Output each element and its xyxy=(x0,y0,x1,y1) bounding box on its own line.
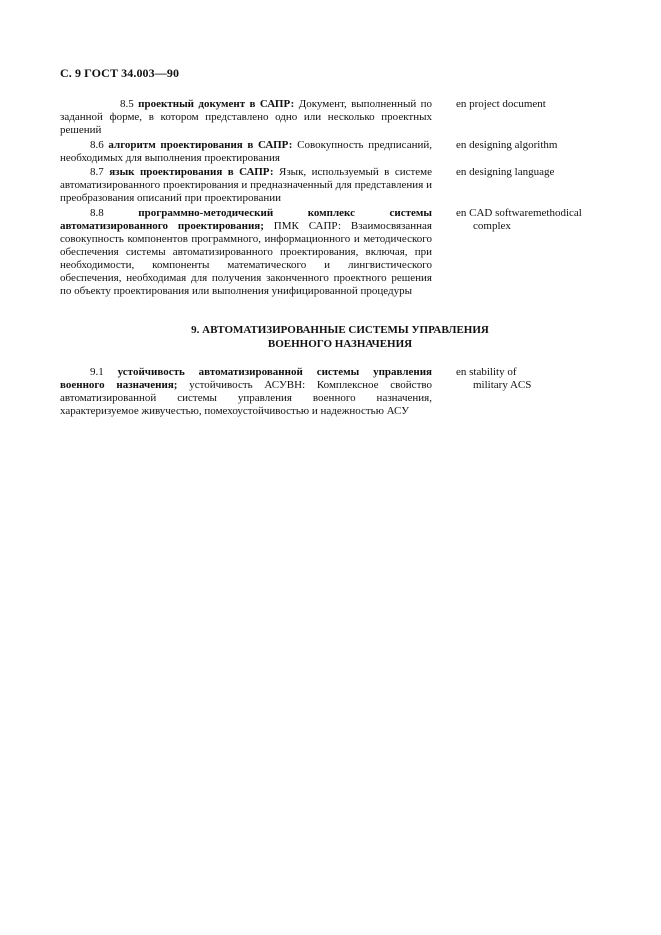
entry-term: язык проектирования в САПР: xyxy=(109,166,274,178)
en-equivalent-8-7 xyxy=(456,166,616,179)
entry-number: 8.6 xyxy=(90,139,104,151)
entry-number: 9.1 xyxy=(90,366,104,378)
entry-term: алгоритм проектирования в САПР: xyxy=(108,139,293,151)
en-prefix: en xyxy=(456,207,467,219)
en-term: project document xyxy=(469,98,546,110)
entry-definition: устойчивость АСУВН: Комплексное свойство автоматизированной системы управления военного назначения, характеризуемое живучестью, помехоустойчивостью и надежностью АСУ xyxy=(60,379,432,417)
en-equivalent-8-5 xyxy=(456,98,616,111)
term-entry-9-1 xyxy=(60,366,432,418)
section-title xyxy=(60,323,620,351)
page-header: С. 9 ГОСТ 34.003—90 xyxy=(60,66,180,80)
en-term: designing language xyxy=(469,166,555,178)
section-title-line-1: 9. АВТОМАТИЗИРОВАННЫЕ СИСТЕМЫ УПРАВЛЕНИЯ xyxy=(191,324,489,336)
entry-term: проектный документ в САПР: xyxy=(138,98,295,110)
entry-definition: Язык, используемый в системе автоматизированного проектирования и предназначенный для представления и преобразования описаний при проектировании xyxy=(60,166,433,204)
entry-definition: ПМК САПР: Взаимосвязанная совокупность компонентов программного, информационного и методического обеспечения системы автоматизированного проектирования, включая, при необходимости, компоненты математического и лингвистического обеспечения, необходимая для получения законченного проектного решения по объекту проектирования или выполнения унифицированной процедуры xyxy=(60,220,432,297)
entry-number: 8.5 xyxy=(120,98,134,110)
term-entry-8-8 xyxy=(60,207,432,298)
entry-definition: Документ, выполненный по заданной форме, в котором представлено одно или несколько проектных решений xyxy=(60,98,433,136)
entry-number: 8.8 xyxy=(90,207,104,219)
term-entry-8-7 xyxy=(60,166,432,205)
en-term-continuation: military ACS xyxy=(473,379,532,391)
en-term-continuation: complex xyxy=(473,220,511,232)
entry-term: программно-методический комплекс системы автоматизированного проектирования; xyxy=(60,207,432,232)
en-term: designing algorithm xyxy=(469,139,558,151)
entry-term: устойчивость автоматизированной системы управления военного назначения; xyxy=(60,366,432,391)
term-entry-8-5 xyxy=(60,98,432,137)
en-prefix: en xyxy=(456,366,467,378)
entry-definition: Совокупность предписаний, необходимых для выполнения проектирования xyxy=(60,139,432,164)
section-title-line-2: ВОЕННОГО НАЗНАЧЕНИЯ xyxy=(267,338,413,350)
term-entry-8-6 xyxy=(60,139,432,165)
en-equivalent-8-6 xyxy=(456,139,616,152)
en-prefix: en xyxy=(456,166,467,178)
en-prefix: en xyxy=(456,98,467,110)
en-equivalent-8-8 xyxy=(456,207,616,233)
entry-number: 8.7 xyxy=(90,166,104,178)
en-prefix: en xyxy=(456,139,467,151)
en-equivalent-9-1 xyxy=(456,366,616,392)
en-term: CAD softwaremethodical xyxy=(469,207,582,219)
en-term: stability of xyxy=(469,366,517,378)
